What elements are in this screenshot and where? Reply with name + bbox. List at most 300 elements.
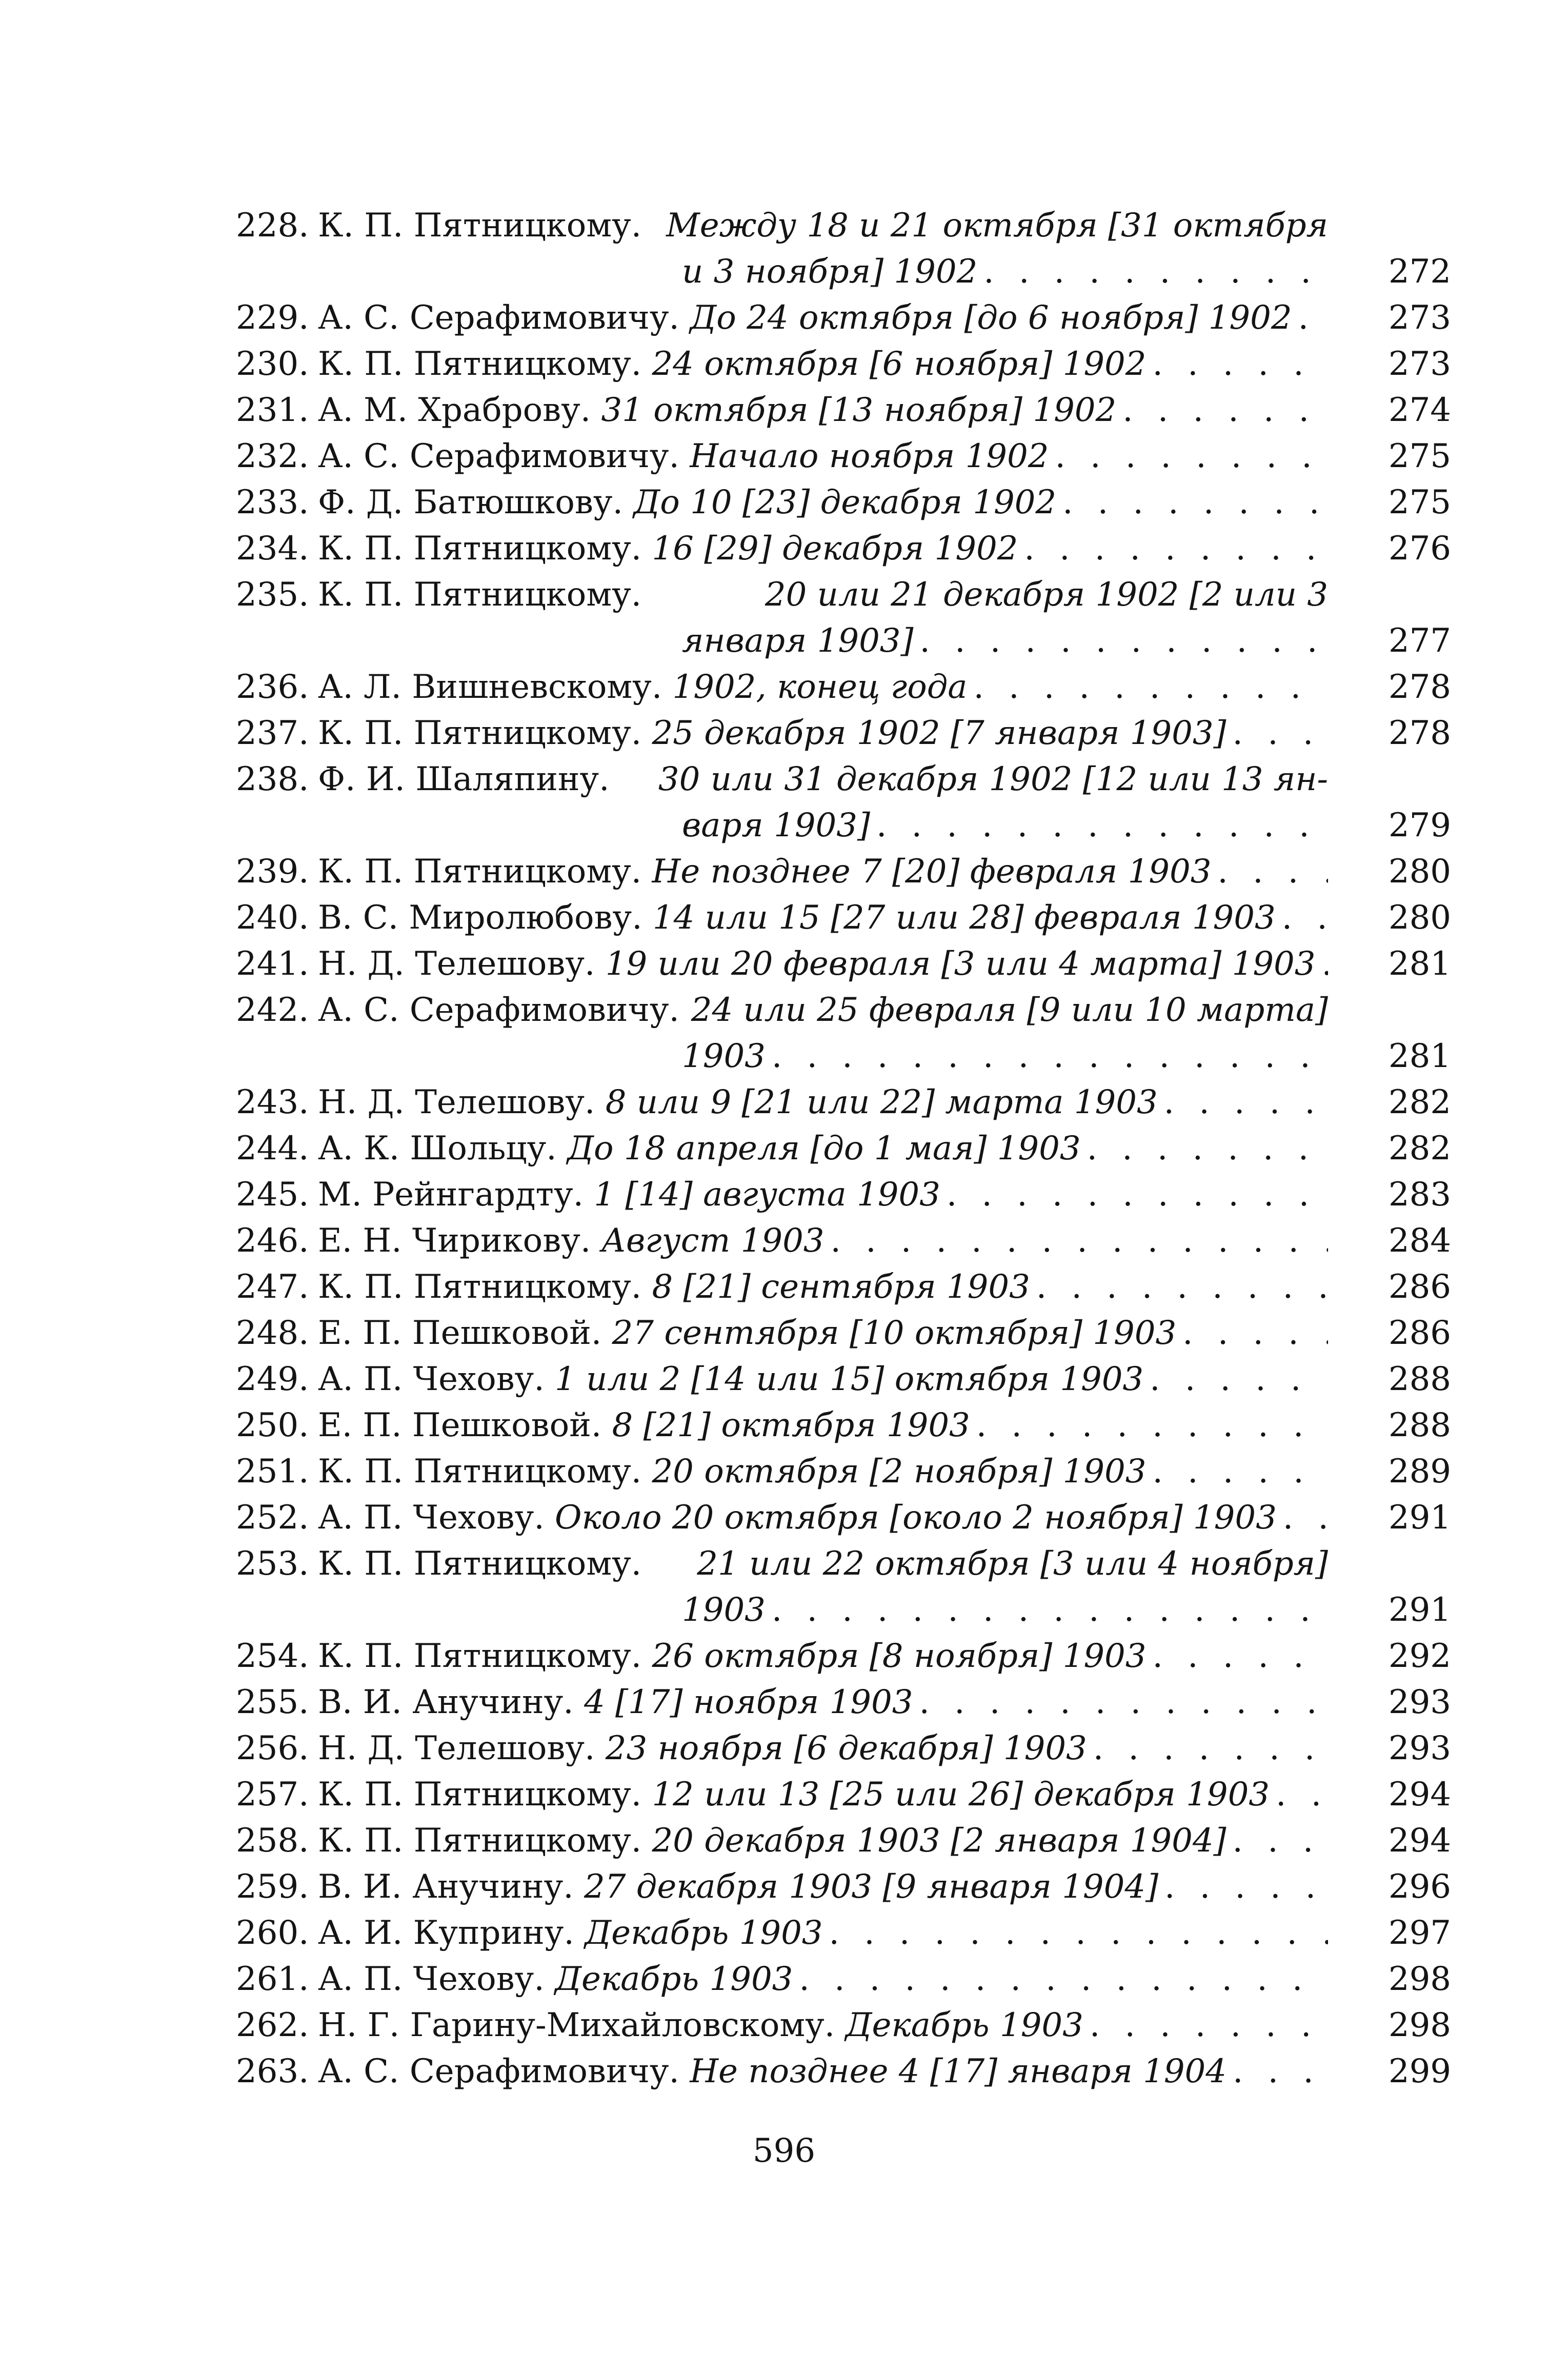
entry-number: 237. — [236, 714, 309, 752]
page-number: 596 — [752, 2132, 816, 2170]
entry-description — [318, 1541, 1328, 1633]
entry-description — [318, 572, 1328, 664]
entry-date: 19 или 20 февраля [3 или 4 марта] 1903 — [605, 945, 1316, 983]
toc-entry — [236, 1679, 1451, 1725]
entry-number: 243. — [236, 1083, 309, 1121]
entry-date: 27 декабря 1903 [9 января 1904] — [584, 1868, 1159, 1906]
entry-number: 228. — [236, 207, 309, 245]
entry-number: 257. — [236, 1776, 309, 1814]
entry-number: 229. — [236, 299, 309, 337]
entry-description — [318, 295, 1328, 341]
toc-entry — [236, 295, 1451, 341]
entry-addressee: К. П. Пятницкому. — [318, 1453, 642, 1491]
entry-description — [318, 941, 1328, 987]
entry-addressee: Е. П. Пешковой. — [318, 1406, 602, 1444]
toc-entry — [236, 941, 1451, 987]
entry-date: Декабрь 1903 — [555, 1960, 793, 1998]
entry-description — [318, 1218, 1328, 1264]
entry-date-continued: 1903 — [682, 1591, 766, 1629]
entry-number: 262. — [236, 2006, 309, 2044]
entry-addressee: К. П. Пятницкому. — [318, 1268, 642, 1306]
entry-line — [318, 1818, 1328, 1864]
entry-description — [318, 1310, 1328, 1356]
entry-line — [318, 1172, 1328, 1218]
entry-page-number: 294 — [1388, 1776, 1451, 1814]
toc-entry — [236, 664, 1451, 710]
entry-page-number: 298 — [1388, 2006, 1451, 2044]
dot-leader — [947, 1172, 1328, 1218]
entry-number: 254. — [236, 1637, 309, 1675]
dot-leader — [1152, 1633, 1328, 1679]
entry-date: 1902, конец года — [672, 668, 968, 706]
entry-description — [318, 1356, 1328, 1402]
entry-description — [318, 1264, 1328, 1310]
entry-description — [318, 2048, 1328, 2095]
entry-line-continued — [318, 249, 1328, 295]
entry-description — [318, 710, 1328, 756]
entry-description — [318, 1495, 1328, 1541]
entry-date-continued: и 3 ноября] 1902 — [682, 253, 978, 291]
toc-entry — [236, 1633, 1451, 1679]
toc-entry — [236, 849, 1451, 895]
entry-addressee: А. К. Шольцу. — [318, 1130, 557, 1168]
entry-line — [318, 1633, 1328, 1679]
entry-description — [318, 1679, 1328, 1725]
toc-entry — [236, 987, 1451, 1079]
entry-number: 234. — [236, 530, 309, 568]
entry-addressee: Е. П. Пешковой. — [318, 1314, 602, 1352]
entry-addressee: Ф. Д. Батюшкову. — [318, 484, 623, 521]
entry-number: 259. — [236, 1868, 309, 1906]
entry-number: 233. — [236, 484, 309, 521]
entry-description — [318, 526, 1328, 572]
entry-page-number: 280 — [1388, 899, 1451, 937]
dot-leader — [1233, 2048, 1328, 2095]
toc-entry — [236, 387, 1451, 433]
toc-entry — [236, 1864, 1451, 1910]
entry-line — [318, 1864, 1328, 1910]
dot-leader — [1090, 2002, 1328, 2048]
entry-date: До 24 октября [до 6 ноября] 1902 — [690, 299, 1292, 337]
entry-date: 26 октября [8 ноября] 1903 — [652, 1637, 1147, 1675]
entry-line — [318, 572, 1328, 618]
entry-page-number: 288 — [1388, 1360, 1451, 1398]
dot-leader — [983, 249, 1328, 295]
entry-number: 240. — [236, 899, 309, 937]
entry-number: 250. — [236, 1406, 309, 1444]
toc-entry — [236, 1125, 1451, 1172]
entry-date: 20 декабря 1903 [2 января 1904] — [652, 1822, 1227, 1860]
entry-description — [318, 479, 1328, 526]
entry-addressee: Н. Г. Гарину-Михайловскому. — [318, 2006, 835, 2044]
entry-number: 236. — [236, 668, 309, 706]
entry-line — [318, 1725, 1328, 1772]
entry-line — [318, 756, 1328, 802]
entry-page-number: 281 — [1388, 945, 1451, 983]
entry-addressee: К. П. Пятницкому. — [318, 1637, 642, 1675]
entry-addressee: Н. Д. Телешову. — [318, 945, 595, 983]
entry-addressee: А. С. Серафимовичу. — [318, 299, 679, 337]
entry-date: Не позднее 7 [20] февраля 1903 — [652, 853, 1212, 891]
entry-number: 249. — [236, 1360, 309, 1398]
entry-page-number: 273 — [1388, 345, 1451, 383]
entry-addressee: К. П. Пятницкому. — [318, 207, 642, 245]
entry-line — [318, 1541, 1328, 1587]
dot-leader — [1182, 1310, 1328, 1356]
entry-date: 8 [21] сентября 1903 — [652, 1268, 1030, 1306]
entry-line — [318, 387, 1328, 433]
entry-addressee: А. И. Куприну. — [318, 1914, 574, 1952]
entry-description — [318, 849, 1328, 895]
entry-page-number: 286 — [1388, 1268, 1451, 1306]
entry-description — [318, 1818, 1328, 1864]
entry-addressee: М. Рейнгардту. — [318, 1176, 584, 1214]
entry-page-number: 293 — [1388, 1729, 1451, 1767]
entry-line — [318, 1310, 1328, 1356]
entry-date-continued: января 1903] — [682, 622, 914, 660]
entry-addressee: А. С. Серафимовичу. — [318, 991, 679, 1029]
entry-page-number: 275 — [1388, 484, 1451, 521]
entry-date: До 18 апреля [до 1 мая] 1903 — [567, 1130, 1081, 1168]
entry-line — [318, 1218, 1328, 1264]
entry-page-number: 298 — [1388, 1960, 1451, 1998]
entry-line-continued — [318, 802, 1328, 849]
entry-addressee: В. С. Миролюбову. — [318, 899, 642, 937]
entry-number: 258. — [236, 1822, 309, 1860]
entry-date-continued: 1903 — [682, 1037, 766, 1075]
entry-page-number: 284 — [1388, 1222, 1451, 1260]
entry-number: 230. — [236, 345, 309, 383]
entry-number: 246. — [236, 1222, 309, 1260]
entry-line — [318, 895, 1328, 941]
dot-leader — [919, 1679, 1328, 1725]
entry-line — [318, 526, 1328, 572]
entry-date: Не позднее 4 [17] января 1904 — [690, 2052, 1227, 2090]
dot-leader — [831, 1218, 1329, 1264]
entry-date: Декабрь 1903 — [585, 1914, 823, 1952]
entry-number: 255. — [236, 1683, 309, 1721]
toc-entry — [236, 203, 1451, 295]
entry-description — [318, 1725, 1328, 1772]
entry-page-number: 276 — [1388, 530, 1451, 568]
entry-description — [318, 1772, 1328, 1818]
entry-date: 14 или 15 [27 или 28] февраля 1903 — [652, 899, 1276, 937]
entry-page-number: 296 — [1388, 1868, 1451, 1906]
entry-line — [318, 341, 1328, 387]
entry-date: 23 ноября [6 декабря] 1903 — [605, 1729, 1087, 1767]
entry-line — [318, 203, 1328, 249]
entry-description — [318, 1910, 1328, 1956]
dot-leader — [772, 1587, 1328, 1633]
entry-line — [318, 433, 1328, 479]
entry-addressee: К. П. Пятницкому. — [318, 576, 642, 614]
toc-entry — [236, 1910, 1451, 1956]
toc-entry — [236, 756, 1451, 849]
entry-line — [318, 1910, 1328, 1956]
entry-page-number: 288 — [1388, 1406, 1451, 1444]
entry-page-number: 278 — [1388, 714, 1451, 752]
dot-leader — [1036, 1264, 1328, 1310]
entry-page-number: 299 — [1388, 2052, 1451, 2090]
toc-entry — [236, 1079, 1451, 1125]
entry-addressee: К. П. Пятницкому. — [318, 345, 642, 383]
entry-page-number: 280 — [1388, 853, 1451, 891]
entry-date: 20 или 21 декабря 1902 [2 или 3 — [765, 576, 1328, 614]
entry-date: 21 или 22 октября [3 или 4 ноября] — [697, 1545, 1328, 1583]
entry-addressee: В. И. Анучину. — [318, 1868, 574, 1906]
entry-description — [318, 664, 1328, 710]
entry-description — [318, 1172, 1328, 1218]
toc-entry — [236, 1172, 1451, 1218]
entry-number: 251. — [236, 1453, 309, 1491]
entry-page-number: 278 — [1388, 668, 1451, 706]
entry-line — [318, 849, 1328, 895]
toc-entry — [236, 1541, 1451, 1633]
dot-leader — [1062, 479, 1328, 526]
dot-leader — [1164, 1864, 1328, 1910]
entry-number: 235. — [236, 576, 309, 614]
entry-addressee: А. С. Серафимовичу. — [318, 437, 679, 475]
entry-number: 253. — [236, 1545, 309, 1583]
toc-entry — [236, 341, 1451, 387]
entry-description — [318, 987, 1328, 1079]
entry-line — [318, 1264, 1328, 1310]
entry-addressee: К. П. Пятницкому. — [318, 530, 642, 568]
dot-leader — [1093, 1725, 1328, 1772]
entry-line — [318, 941, 1328, 987]
entry-description — [318, 203, 1328, 295]
entry-date: 12 или 13 [25 или 26] декабря 1903 — [652, 1776, 1270, 1814]
entry-line-continued — [318, 1033, 1328, 1079]
entry-date: 1 [14] августа 1903 — [594, 1176, 940, 1214]
dot-leader — [1233, 710, 1329, 756]
entry-addressee: А. М. Храброву. — [318, 391, 591, 429]
dot-leader — [1276, 1772, 1328, 1818]
entry-addressee: А. Л. Вишневскому. — [318, 668, 662, 706]
entry-description — [318, 341, 1328, 387]
dot-leader — [772, 1033, 1328, 1079]
toc-entry — [236, 479, 1451, 526]
entry-addressee: Н. Д. Телешову. — [318, 1729, 595, 1767]
entry-line — [318, 1448, 1328, 1495]
entry-page-number: 281 — [1388, 1037, 1451, 1075]
entry-line — [318, 710, 1328, 756]
entry-addressee: К. П. Пятницкому. — [318, 1545, 642, 1583]
entry-date: Начало ноября 1902 — [690, 437, 1049, 475]
entry-description — [318, 2002, 1328, 2048]
dot-leader — [876, 802, 1328, 849]
entry-date: 30 или 31 декабря 1902 [12 или 13 ян- — [658, 760, 1328, 798]
entry-number: 245. — [236, 1176, 309, 1214]
dot-leader — [1283, 1495, 1328, 1541]
entry-number: 260. — [236, 1914, 309, 1952]
entry-page-number: 291 — [1388, 1591, 1451, 1629]
entry-number: 256. — [236, 1729, 309, 1767]
entry-date: 8 [21] октября 1903 — [612, 1406, 970, 1444]
entry-date: 1 или 2 [14 или 15] октября 1903 — [555, 1360, 1144, 1398]
entry-line — [318, 1402, 1328, 1448]
entry-addressee: А. П. Чехову. — [318, 1960, 545, 1998]
entry-number: 244. — [236, 1130, 309, 1168]
entry-number: 261. — [236, 1960, 309, 1998]
dot-leader — [1282, 895, 1328, 941]
entry-addressee: Н. Д. Телешову. — [318, 1083, 595, 1121]
toc-entry — [236, 1495, 1451, 1541]
toc-entry — [236, 2002, 1451, 2048]
entry-addressee: К. П. Пятницкому. — [318, 714, 642, 752]
entry-addressee: А. П. Чехову. — [318, 1499, 545, 1537]
toc-entry — [236, 1310, 1451, 1356]
dot-leader — [1087, 1125, 1328, 1172]
dot-leader — [799, 1956, 1328, 2002]
entry-line — [318, 1356, 1328, 1402]
entry-page-number: 291 — [1388, 1499, 1451, 1537]
toc-entry — [236, 1356, 1451, 1402]
entry-addressee: А. С. Серафимовичу. — [318, 2052, 679, 2090]
dot-leader — [1233, 1818, 1329, 1864]
entry-number: 248. — [236, 1314, 309, 1352]
entry-line — [318, 1125, 1328, 1172]
entry-description — [318, 1633, 1328, 1679]
entry-description — [318, 1956, 1328, 2002]
entry-number: 239. — [236, 853, 309, 891]
entry-date: 24 или 25 февраля [9 или 10 марта] — [691, 991, 1328, 1029]
toc-entry — [236, 895, 1451, 941]
toc-entry — [236, 1402, 1451, 1448]
dot-leader — [1024, 526, 1328, 572]
entry-page-number: 274 — [1388, 391, 1451, 429]
toc-entry — [236, 526, 1451, 572]
entry-date: 16 [29] декабря 1902 — [652, 530, 1018, 568]
toc-entry — [236, 1264, 1451, 1310]
entry-description — [318, 433, 1328, 479]
toc-entry — [236, 710, 1451, 756]
entry-description — [318, 1402, 1328, 1448]
dot-leader — [1217, 849, 1328, 895]
dot-leader — [829, 1910, 1329, 1956]
entry-date: Между 18 и 21 октября [31 октября — [666, 207, 1328, 245]
entry-page-number: 282 — [1388, 1130, 1451, 1168]
dot-leader — [1164, 1079, 1328, 1125]
entry-description — [318, 1448, 1328, 1495]
entry-description — [318, 756, 1328, 849]
entry-date: 24 октября [6 ноября] 1902 — [652, 345, 1147, 383]
dot-leader — [1150, 1356, 1328, 1402]
entry-line — [318, 1679, 1328, 1725]
entry-number: 231. — [236, 391, 309, 429]
entry-number: 247. — [236, 1268, 309, 1306]
entry-page-number: 297 — [1388, 1914, 1451, 1952]
entry-date: 25 декабря 1902 [7 января 1903] — [652, 714, 1227, 752]
entry-addressee: Ф. И. Шаляпину. — [318, 760, 610, 798]
entry-description — [318, 1079, 1328, 1125]
entry-page-number: 279 — [1388, 807, 1451, 844]
dot-leader — [976, 1402, 1328, 1448]
entry-line — [318, 1079, 1328, 1125]
entry-line — [318, 2002, 1328, 2048]
toc-entry — [236, 1218, 1451, 1264]
entry-line — [318, 2048, 1328, 2095]
entry-line — [318, 664, 1328, 710]
entry-page-number: 293 — [1388, 1683, 1451, 1721]
dot-leader — [1055, 433, 1328, 479]
entry-description — [318, 895, 1328, 941]
entry-page-number: 292 — [1388, 1637, 1451, 1675]
entry-page-number: 294 — [1388, 1822, 1451, 1860]
entry-page-number: 275 — [1388, 437, 1451, 475]
dot-leader — [919, 618, 1328, 664]
entry-number: 241. — [236, 945, 309, 983]
entry-page-number: 289 — [1388, 1453, 1451, 1491]
entry-date: 31 октября [13 ноября] 1902 — [601, 391, 1117, 429]
entry-line — [318, 987, 1328, 1033]
entry-addressee: К. П. Пятницкому. — [318, 853, 642, 891]
entry-addressee: Е. Н. Чирикову. — [318, 1222, 591, 1260]
entry-addressee: В. И. Анучину. — [318, 1683, 574, 1721]
entry-line — [318, 295, 1328, 341]
entry-date: 20 октября [2 ноября] 1903 — [652, 1453, 1147, 1491]
entry-line — [318, 1956, 1328, 2002]
dot-leader — [973, 664, 1328, 710]
dot-leader — [1321, 941, 1328, 987]
entry-number: 232. — [236, 437, 309, 475]
entry-page-number: 277 — [1388, 622, 1451, 660]
entry-addressee: К. П. Пятницкому. — [318, 1822, 642, 1860]
entry-line — [318, 1772, 1328, 1818]
entry-number: 252. — [236, 1499, 309, 1537]
entry-date: 8 или 9 [21 или 22] марта 1903 — [605, 1083, 1158, 1121]
dot-leader — [1152, 341, 1328, 387]
entry-page-number: 282 — [1388, 1083, 1451, 1121]
entry-number: 242. — [236, 991, 309, 1029]
entry-line-continued — [318, 618, 1328, 664]
toc-entry — [236, 1818, 1451, 1864]
toc-entry — [236, 433, 1451, 479]
entry-date: 4 [17] ноября 1903 — [584, 1683, 913, 1721]
entry-number: 263. — [236, 2052, 309, 2090]
dot-leader — [1122, 387, 1328, 433]
entry-addressee: А. П. Чехову. — [318, 1360, 545, 1398]
dot-leader — [1298, 295, 1328, 341]
dot-leader — [1152, 1448, 1328, 1495]
entry-date: До 10 [23] декабря 1902 — [633, 484, 1057, 521]
toc-entry — [236, 1725, 1451, 1772]
entry-date-continued: варя 1903] — [682, 807, 870, 844]
entry-page-number: 286 — [1388, 1314, 1451, 1352]
entry-page-number: 283 — [1388, 1176, 1451, 1214]
entry-date: 27 сентября [10 октября] 1903 — [612, 1314, 1177, 1352]
toc-entry — [236, 572, 1451, 664]
entry-date: Около 20 октября [около 2 ноября] 1903 — [555, 1499, 1277, 1537]
entry-date: Декабрь 1903 — [845, 2006, 1083, 2044]
entry-line-continued — [318, 1587, 1328, 1633]
entry-description — [318, 1125, 1328, 1172]
entry-date: Август 1903 — [601, 1222, 825, 1260]
entry-page-number: 272 — [1388, 253, 1451, 291]
toc-entry — [236, 1956, 1451, 2002]
toc-entry — [236, 1772, 1451, 1818]
entry-addressee: К. П. Пятницкому. — [318, 1776, 642, 1814]
toc-entry — [236, 2048, 1451, 2095]
table-of-contents — [236, 203, 1451, 2095]
entry-page-number: 273 — [1388, 299, 1451, 337]
toc-entry — [236, 1448, 1451, 1495]
entry-line — [318, 479, 1328, 526]
entry-number: 238. — [236, 760, 309, 798]
entry-line — [318, 1495, 1328, 1541]
entry-description — [318, 387, 1328, 433]
entry-description — [318, 1864, 1328, 1910]
